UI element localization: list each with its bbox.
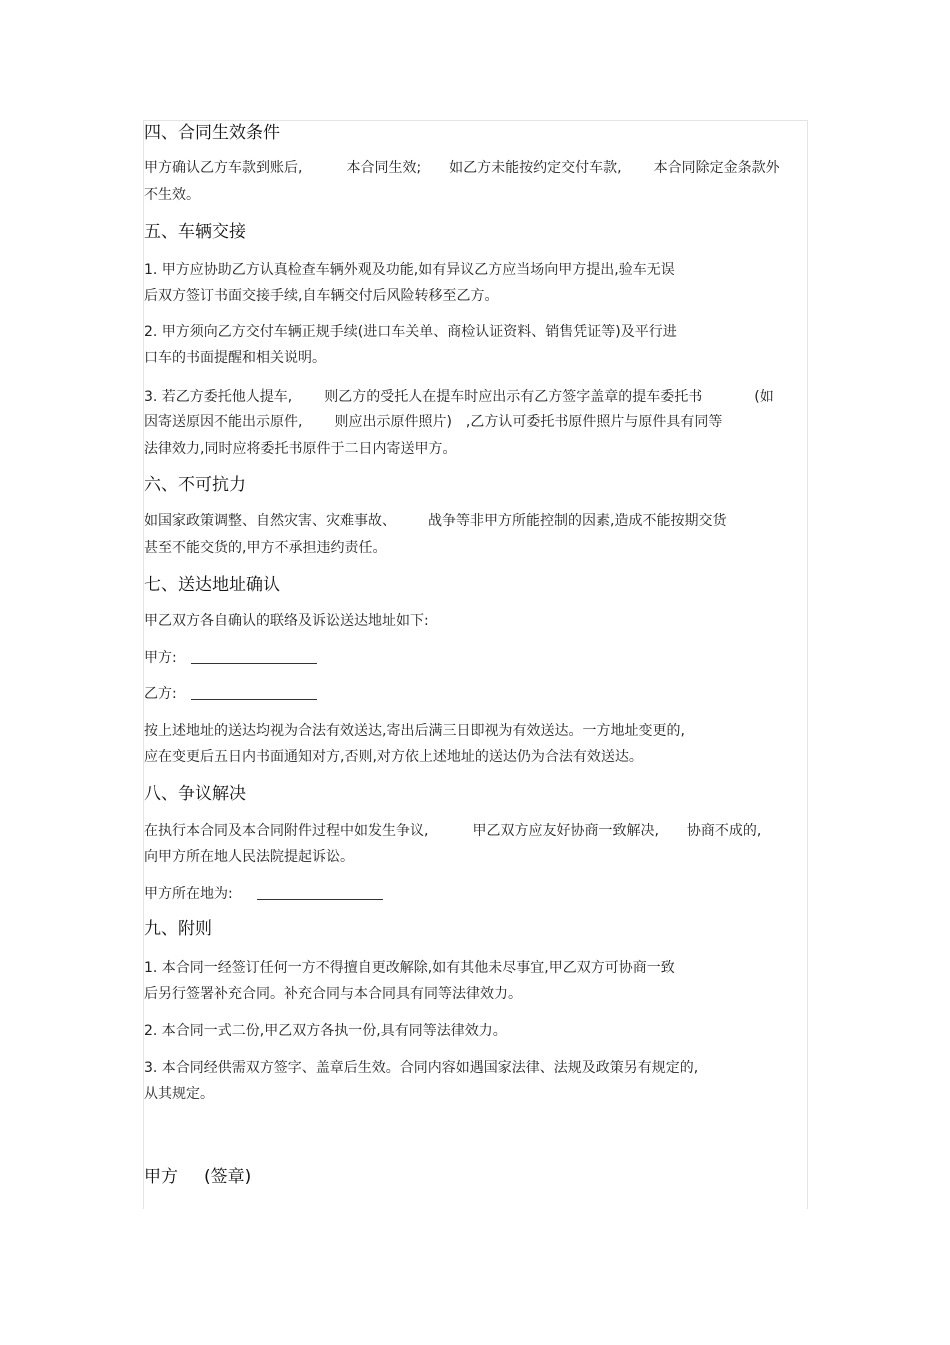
section-5-item3-line3: 法律效力,同时应将委托书原件于二日内寄送甲方。 [144,441,457,457]
section-4-paragraph-line2: 不生效。 [144,187,200,203]
section-5-item3-line2: 因寄送原因不能出示原件, 则应出示原件照片) ,乙方认可委托书原件照片与原件具有同等 [144,414,723,430]
party-b-address-blank [191,698,317,700]
section-8-paragraph-line1: 在执行本合同及本合同附件过程中如发生争议, 甲乙双方应友好协商一致解决, 协商不成的, [144,823,762,839]
section-9-item1-line2: 后另行签署补充合同。补充合同与本合同具有同等法律效力。 [144,986,522,1002]
section-9-item3-line2: 从其规定。 [144,1086,214,1102]
section-9-item1-line1: 1. 本合同一经签订任何一方不得擅自更改解除,如有其他未尽事宜,甲乙双方可协商一致 [144,960,675,976]
section-7-paragraph-line1: 按上述地址的送达均视为合法有效送达,寄出后满三日即视为有效送达。一方地址变更的, [144,723,685,739]
section-9-heading: 九、附则 [144,919,212,939]
section-7-intro: 甲乙双方各自确认的联络及诉讼送达地址如下: [144,613,429,629]
section-5-item2-line1: 2. 甲方须向乙方交付车辆正规手续(进口车关单、商检认证资料、销售凭证等)及平行进 [144,324,677,340]
section-7-paragraph-line2: 应在变更后五日内书面通知对方,否则,对方依上述地址的送达仍为合法有效送达。 [144,749,643,765]
section-8-heading: 八、争议解决 [144,784,246,804]
section-6-paragraph-line1: 如国家政策调整、自然灾害、灾难事故、 战争等非甲方所能控制的因素,造成不能按期交货 [144,513,727,529]
party-a-signature-line: 甲方 (签章) [144,1167,252,1187]
party-a-location-row: 甲方所在地为: [144,885,383,903]
party-a-address-blank [191,662,317,664]
section-7-heading: 七、送达地址确认 [144,575,280,595]
section-5-heading: 五、车辆交接 [144,222,246,242]
section-8-paragraph-line2: 向甲方所在地人民法院提起诉讼。 [144,849,354,865]
section-5-item3-line1: 3. 若乙方委托他人提车, 则乙方的受托人在提车时应出示有乙方签字盖章的提车委托书 (如 [144,389,774,405]
party-a-location-blank [257,898,383,900]
section-9-item3-line1: 3. 本合同经供需双方签字、盖章后生效。合同内容如遇国家法律、法规及政策另有规定的, [144,1060,699,1076]
section-5-item1-line1: 1. 甲方应协助乙方认真检查车辆外观及功能,如有异议乙方应当场向甲方提出,验车无误 [144,262,675,278]
section-9-item2: 2. 本合同一式二份,甲乙双方各执一份,具有同等法律效力。 [144,1023,507,1039]
party-b-address-row: 乙方: [144,685,317,703]
party-a-address-row: 甲方: [144,649,317,667]
section-6-paragraph-line2: 甚至不能交货的,甲方不承担违约责任。 [144,540,387,556]
section-4-paragraph-line1: 甲方确认乙方车款到账后, 本合同生效; 如乙方未能按约定交付车款, 本合同除定金条款外 [144,160,780,176]
section-5-item1-line2: 后双方签订书面交接手续,自车辆交付后风险转移至乙方。 [144,288,499,304]
section-4-heading: 四、合同生效条件 [144,123,280,143]
section-5-item2-line2: 口车的书面提醒和相关说明。 [144,350,326,366]
section-6-heading: 六、不可抗力 [144,475,246,495]
